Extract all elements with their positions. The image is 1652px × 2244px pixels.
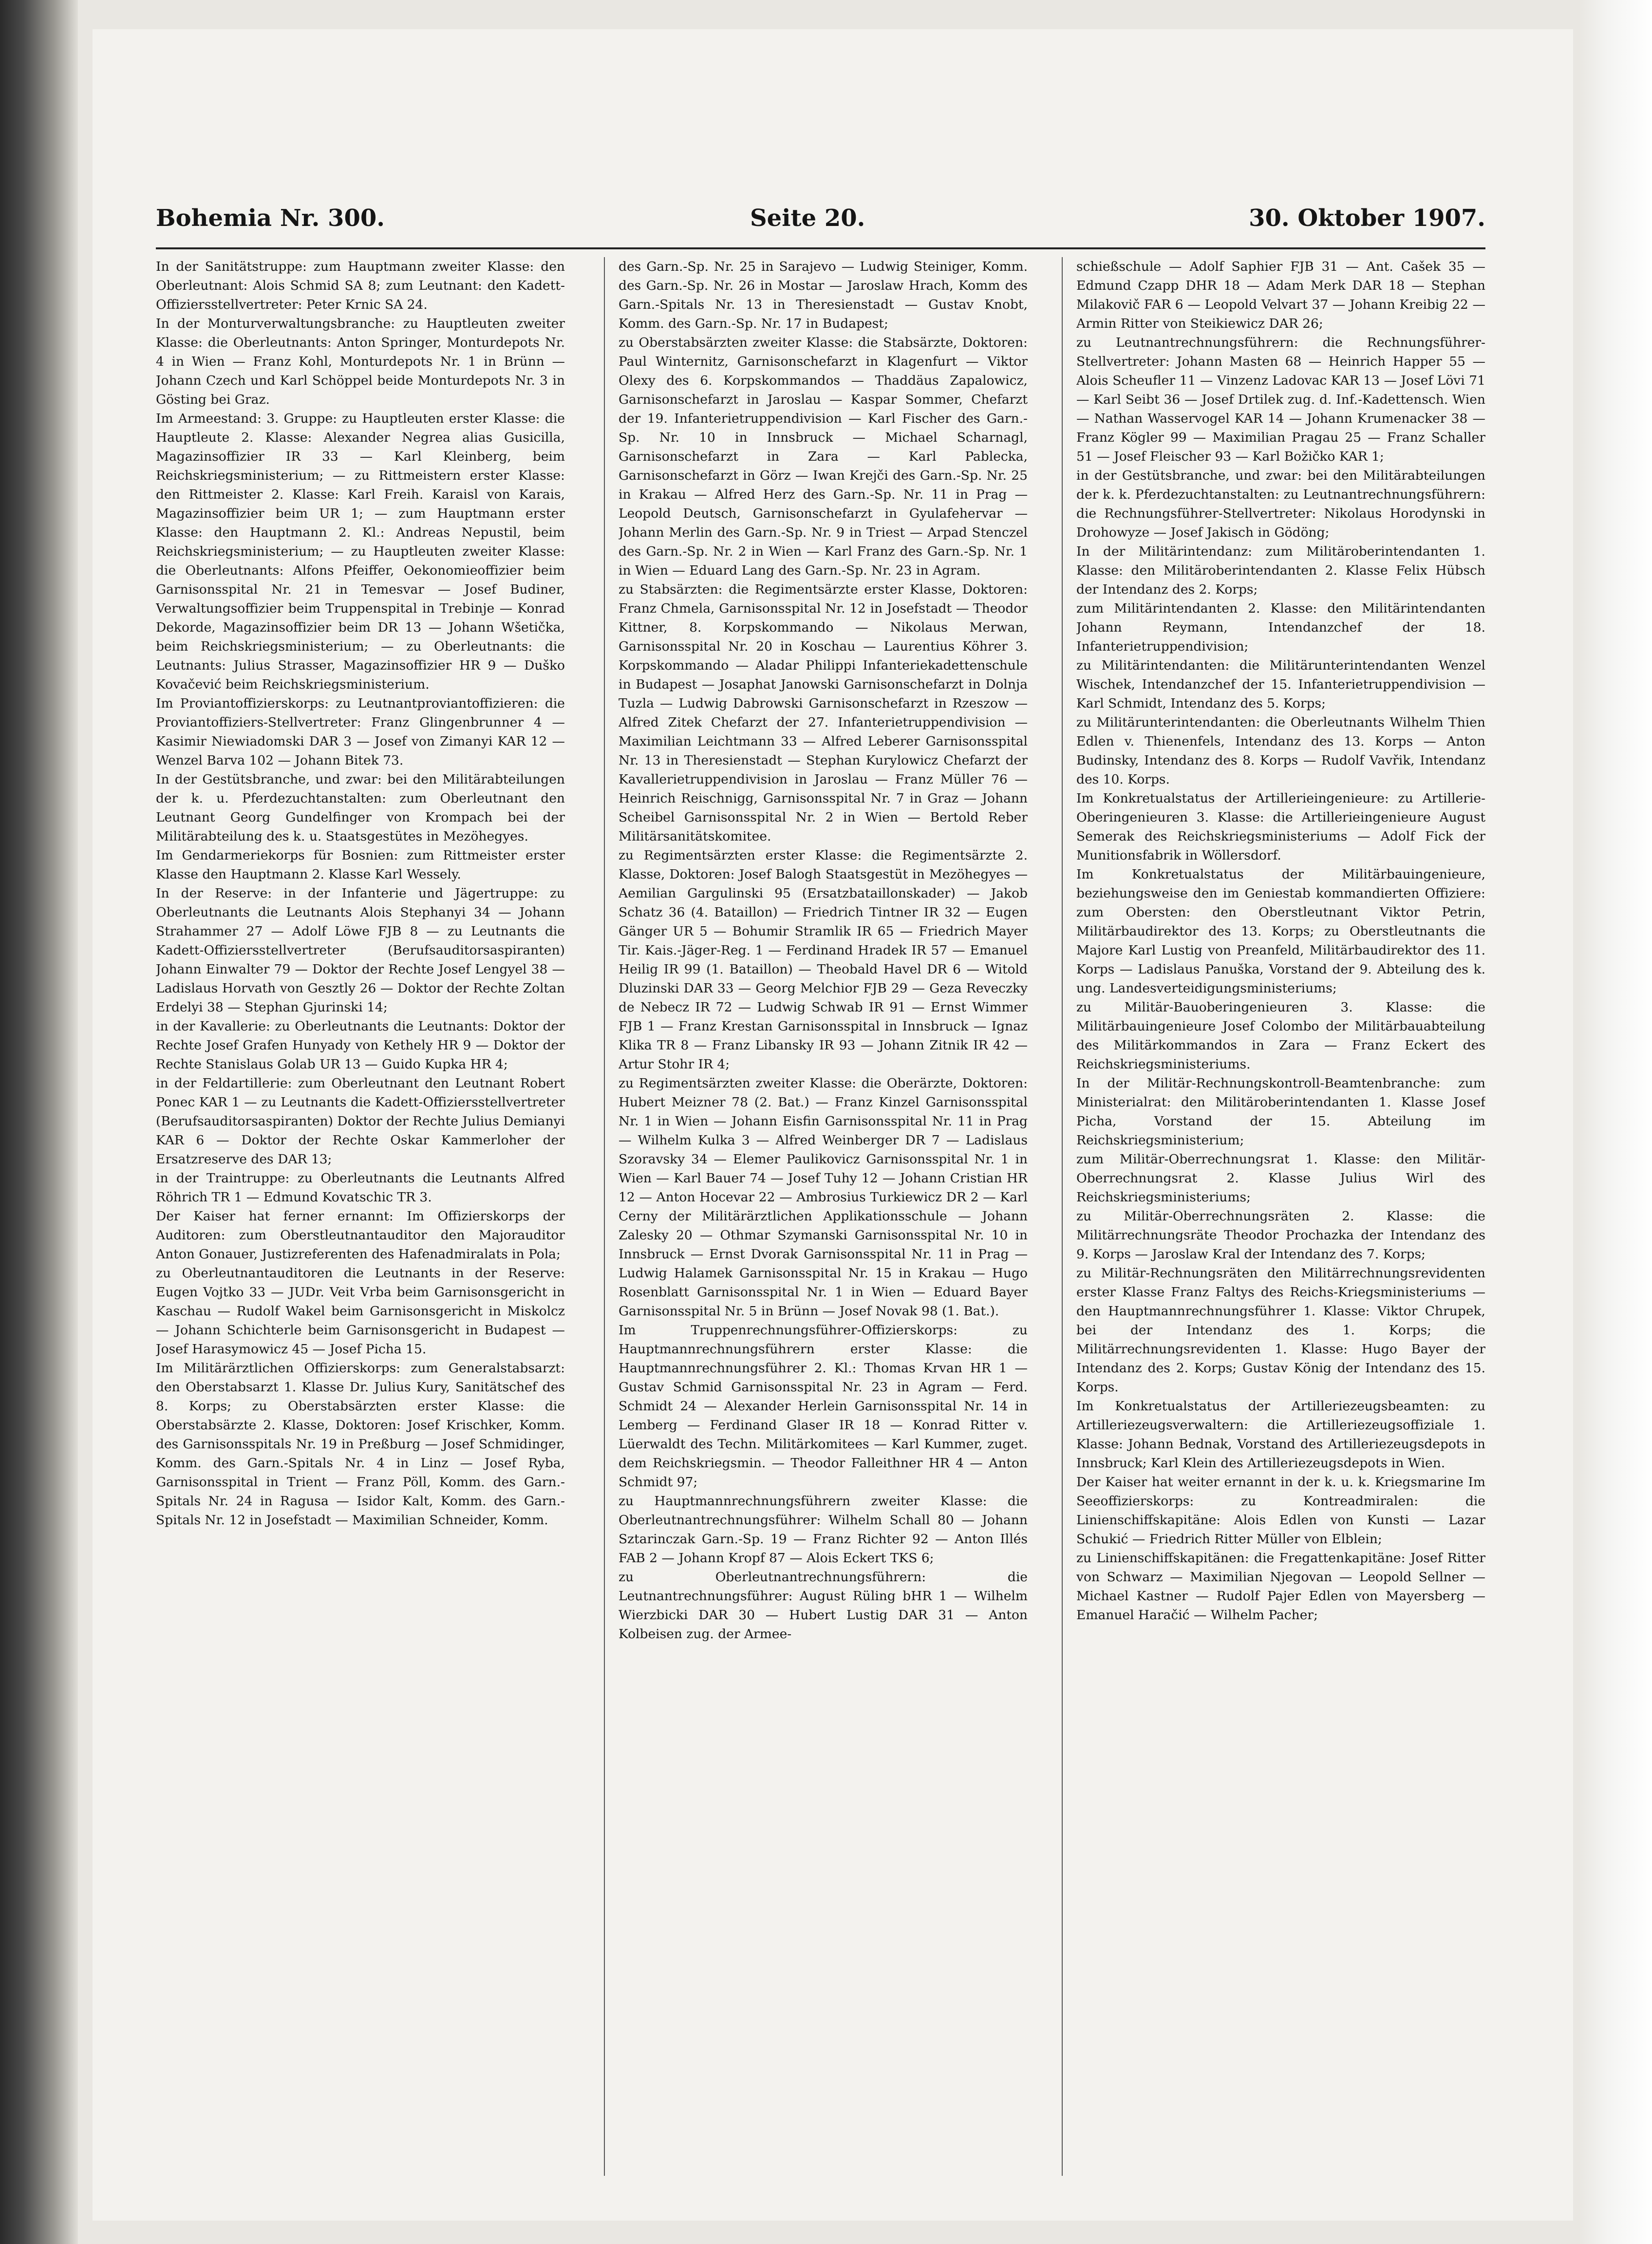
article-paragraph: Im Proviantoffizierskorps: zu Leutnantproviantoffizieren: die Proviantoffiziers-Stellvertreter: Franz Glingenbrunner 4 — Kasimir Niewiadomski DAR 3 — Josef von Zimanyi KAR 12 — Wenzel Barva 102 — Johann Bitek 73. <box>156 696 565 768</box>
article-paragraph: zu Militär-Oberrechnungsräten 2. Klasse: die Militärrechnungsräte Theodor Prochazka der Intendanz des 9. Korps — Jaroslaw Kral der Intendanz des 7. Korps; <box>1076 1209 1485 1262</box>
article-paragraph: Der Kaiser hat ferner ernannt: Im Offizierskorps der Auditoren: zum Oberstleutnantauditor den Majorauditor Anton Gonauer, Justizreferenten des Hafenadmiralats in Pola; <box>156 1209 565 1262</box>
article-paragraph: zu Militärunterintendanten: die Oberleutnants Wilhelm Thien Edlen v. Thienenfels, Intendanz des 13. Korps — Anton Budinsky, Intendanz des 8. Korps — Rudolf Vavřik, Intendanz des 10. Korps. <box>1076 715 1485 787</box>
article-paragraph: zu Oberstabsärzten zweiter Klasse: die Stabsärzte, Doktoren: Paul Winternitz, Garnisonschefarzt in Klagenfurt — Viktor Olexy des 6. Korpskommandos — Thaddäus Zapalowicz, Garnisonschefarzt in Jaroslau — Kaspar Sommer, Chefarzt der 19. Infanterietruppendivision — Karl Fischer des Garn.-Sp. Nr. 10 in Innsbruck — Michael Scharnagl, Garnisonschefarzt in Zara — Karl Pablecka, Garnisonschefarzt in Görz — Iwan Krejči des Garn.-Sp. Nr. 25 in Krakau — Alfred Herz des Garn.-Sp. Nr. 11 in Prag — Leopold Deutsch, Garnisonschefarzt in Gyulafehervar — Johann Merlin des Garn.-Sp. Nr. 9 in Triest — Arpad Stenczel des Garn.-Sp. Nr. 2 in Wien — Karl Franz des Garn.-Sp. Nr. 1 in Wien — Eduard Lang des Garn.-Sp. Nr. 23 in Agram. <box>619 335 1028 578</box>
book-binding-gutter <box>0 0 78 2244</box>
text-column-1 <box>156 257 565 2176</box>
article-paragraph: in der Kavallerie: zu Oberleutnants die Leutnants: Doktor der Rechte Josef Grafen Hunyady von Kethely HR 9 — Doktor der Rechte Stanislaus Golab UR 13 — Guido Kupka HR 4; <box>156 1019 565 1072</box>
article-paragraph: zu Hauptmannrechnungsführern zweiter Klasse: die Oberleutnantrechnungsführer: Wilhelm Schall 80 — Johann Sztarinczak Garn.-Sp. 19 — Franz Richter 92 — Anton Illés FAB 2 — Johann Kropf 87 — Alois Eckert TKS 6; <box>619 1494 1028 1566</box>
article-paragraph: schießschule — Adolf Saphier FJB 31 — Ant. Cašek 35 — Edmund Czapp DHR 18 — Adam Merk DAR 18 — Stephan Milakovič FAR 6 — Leopold Velvart 37 — Johann Kreibig 22 — Armin Ritter von Steikiewicz DAR 26; <box>1076 259 1485 331</box>
article-paragraph: In der Militär-Rechnungskontroll-Beamtenbranche: zum Ministerialrat: den Militäroberintendanten 1. Klasse Josef Picha, Vorstand der 15. Abteilung im Reichskriegsministerium; <box>1076 1076 1485 1148</box>
article-paragraph: In der Sanitätstruppe: zum Hauptmann zweiter Klasse: den Oberleutnant: Alois Schmid SA 8; zum Leutnant: den Kadett-Offiziersstellvertreter: Peter Krnic SA 24. <box>156 259 565 312</box>
article-paragraph: in der Traintruppe: zu Oberleutnants die Leutnants Alfred Röhrich TR 1 — Edmund Kovatschic TR 3. <box>156 1171 565 1205</box>
text-column-2 <box>619 257 1028 2176</box>
article-paragraph: In der Gestütsbranche, und zwar: bei den Militärabteilungen der k. u. Pferdezuchtanstalten: zum Oberleutnant den Leutnant Georg Gundelfinger von Krompach bei der Militärabteilung des k. u. Staatsgestütes in Mezöhegyes. <box>156 772 565 844</box>
issue-date: 30. Oktober 1907. <box>1249 205 1485 232</box>
page-number: Seite 20. <box>750 205 865 232</box>
page-edge <box>1579 0 1652 2244</box>
article-paragraph: zu Linienschiffskapitänen: die Fregattenkapitäne: Josef Ritter von Schwarz — Maximilian Njegovan — Leopold Sellner — Michael Kastner — Rudolf Pajer Edlen von Mayersberg — Emanuel Haračić — Wilhelm Pacher; <box>1076 1551 1485 1623</box>
article-paragraph: in der Gestütsbranche, und zwar: bei den Militärabteilungen der k. k. Pferdezuchtanstalten: zu Leutnantrechnungsführern: die Rechnungsführer-Stellvertreter: Nikolaus Horodynski in Drohowyze — Josef Jakisch in Gödöng; <box>1076 468 1485 540</box>
article-paragraph: In der Monturverwaltungsbranche: zu Hauptleuten zweiter Klasse: die Oberleutnants: Anton Springer, Monturdepots Nr. 4 in Wien — Franz Kohl, Monturdepots Nr. 1 in Brünn — Johann Czech und Karl Schöppel beide Monturdepots Nr. 3 in Gösting bei Graz. <box>156 316 565 407</box>
article-paragraph: In der Militärintendanz: zum Militäroberintendanten 1. Klasse: den Militäroberintendanten 2. Klasse Felix Hübsch der Intendanz des 2. Korps; <box>1076 544 1485 597</box>
article-paragraph: zu Militärintendanten: die Militärunterintendanten Wenzel Wischek, Intendanzchef der 15. Infanterietruppendivision — Karl Schmidt, Intendanz des 5. Korps; <box>1076 658 1485 711</box>
article-paragraph: zum Militärintendanten 2. Klasse: den Militärintendanten Johann Reymann, Intendanzchef der 18. Infanterietruppendivision; <box>1076 601 1485 654</box>
article-paragraph: zu Leutnantrechnungsführern: die Rechnungsführer-Stellvertreter: Johann Masten 68 — Heinrich Happer 55 — Alois Scheufler 11 — Vinzenz Ladovac KAR 13 — Josef Lövi 71 — Karl Seibt 36 — Josef Drtilek zug. d. Inf.-Kadettensch. Wien — Nathan Wasservogel KAR 14 — Johann Krumenacker 38 — Franz Kögler 99 — Maximilian Pragau 25 — Franz Schaller 51 — Josef Fleischer 93 — Karl Božičko KAR 1; <box>1076 335 1485 464</box>
article-paragraph: zu Stabsärzten: die Regimentsärzte erster Klasse, Doktoren: Franz Chmela, Garnisonsspital Nr. 12 in Josefstadt — Theodor Kittner, 8. Korpskommando — Nikolaus Merwan, Garnisonsspital Nr. 20 in Koschau — Laurentius Köhrer 3. Korpskommando — Aladar Philippi Infanteriekadettenschule in Budapest — Josaphat Janowski Garnisonschefarzt in Dolnja Tuzla — Ludwig Dabrowski Garnisonschefarzt in Rzeszow — Alfred Zitek Chefarzt der 27. Infanterietruppendivision — Maximilian Leichtmann 33 — Alfred Leberer Garnisonsspital Nr. 13 in Theresienstadt — Stephan Kurylowicz Chefarzt der Kavallerietruppendivision in Jaroslau — Franz Müller 76 — Heinrich Reischnigg, Garnisonsspital Nr. 7 in Graz — Johann Scheibel Garnisonsspital Nr. 2 in Wien — Bertold Reber Militärsanitätskomitee. <box>619 582 1028 844</box>
header-rule <box>156 247 1485 249</box>
page-header <box>156 205 1485 243</box>
column-divider <box>1062 257 1063 2176</box>
article-paragraph: Im Gendarmeriekorps für Bosnien: zum Rittmeister erster Klasse den Hauptmann 2. Klasse Karl Wessely. <box>156 848 565 882</box>
article-paragraph: zum Militär-Oberrechnungsrat 1. Klasse: den Militär-Oberrechnungsrat 2. Klasse Julius Wirl des Reichskriegsministeriums; <box>1076 1152 1485 1205</box>
article-paragraph: Im Konkretualstatus der Artilleriezeugsbeamten: zu Artilleriezeugsverwaltern: die Artilleriezeugsoffiziale 1. Klasse: Johann Bednak, Vorstand des Artilleriezeugsdepots in Innsbruck; Karl Klein des Artilleriezeugsdepots in Wien. <box>1076 1399 1485 1471</box>
article-paragraph: Im Militärärztlichen Offizierskorps: zum Generalstabsarzt: den Oberstabsarzt 1. Klasse Dr. Julius Kury, Sanitätschef des 8. Korps; zu Oberstabsärzten erster Klasse: die Oberstabsärzte 2. Klasse, Doktoren: Josef Krischker, Komm. des Garnisonsspitals Nr. 19 in Preßburg — Josef Schmidinger, Komm. des Garn.-Spitals Nr. 4 in Linz — Josef Ryba, Garnisonsspital in Trient — Franz Pöll, Komm. des Garn.-Spitals Nr. 24 in Ragusa — Isidor Kalt, Komm. des Garn.-Spitals Nr. 12 in Josefstadt — Maximilian Schneider, Komm. <box>156 1361 565 1528</box>
article-paragraph: zu Militär-Rechnungsräten den Militärrechnungsrevidenten erster Klasse Franz Faltys des Reichs-Kriegsministeriums — den Hauptmannrechnungsführer 1. Klasse: Viktor Chrupek, bei der Intendanz des 1. Korps; die Militärrechnungsrevidenten 1. Klasse: Hugo Bayer der Intendanz des 2. Korps; Gustav König der Intendanz des 15. Korps. <box>1076 1266 1485 1395</box>
article-paragraph: des Garn.-Sp. Nr. 25 in Sarajevo — Ludwig Steiniger, Komm. des Garn.-Sp. Nr. 26 in Mostar — Jaroslaw Hrach, Komm des Garn.-Spitals Nr. 13 in Theresienstadt — Gustav Knobt, Komm. des Garn.-Sp. Nr. 17 in Budapest; <box>619 259 1028 331</box>
article-paragraph: zu Oberleutnantauditoren die Leutnants in der Reserve: Eugen Vojtko 33 — JUDr. Veit Vrba beim Garnisonsgericht in Kaschau — Rudolf Wakel beim Garnisonsgericht in Miskolcz — Johann Schichterle beim Garnisonsgericht in Budapest — Josef Harasymowicz 45 — Josef Picha 15. <box>156 1266 565 1357</box>
article-paragraph: in der Feldartillerie: zum Oberleutnant den Leutnant Robert Ponec KAR 1 — zu Leutnants die Kadett-Offiziersstellvertreter (Berufsauditorsaspiranten) Doktor der Rechte Julius Demianyi KAR 6 — Doktor der Rechte Oskar Kammerloher der Ersatzreserve des DAR 13; <box>156 1076 565 1167</box>
article-paragraph: Im Konkretualstatus der Artillerieingenieure: zu Artillerie-Oberingenieuren 3. Klasse: die Artillerieingenieure August Semerak des Reichskriegsministeriums — Adolf Fick der Munitionsfabrik in Wöllersdorf. <box>1076 791 1485 863</box>
article-paragraph: zu Oberleutnantrechnungsführern: die Leutnantrechnungsführer: August Rüling bHR 1 — Wilhelm Wierzbicki DAR 30 — Hubert Lustig DAR 31 — Anton Kolbeisen zug. der Armee- <box>619 1570 1028 1642</box>
article-paragraph: Der Kaiser hat weiter ernannt in der k. u. k. Kriegsmarine Im Seeoffizierskorps: zu Kontreadmiralen: die Linienschiffskapitäne: Alois Edlen von Kunsti — Lazar Schukić — Friedrich Ritter Müller von Elblein; <box>1076 1475 1485 1547</box>
article-paragraph: zu Militär-Bauoberingenieuren 3. Klasse: die Militärbauingenieure Josef Colombo der Militärbauabteilung des Militärkommandos in Zara — Franz Eckert des Reichskriegsministeriums. <box>1076 1000 1485 1072</box>
text-column-3 <box>1076 257 1485 2176</box>
article-paragraph: zu Regimentsärzten zweiter Klasse: die Oberärzte, Doktoren: Hubert Meizner 78 (2. Bat.) — Franz Kinzel Garnisonsspital Nr. 1 in Wien — Johann Eisfin Garnisonsspital Nr. 11 in Prag — Wilhelm Kulka 3 — Alfred Weinberger DR 7 — Ladislaus Szoravsky 34 — Elemer Paulikovicz Garnisonsspital Nr. 1 in Wien — Karl Bauer 74 — Josef Tuhy 12 — Johann Cristian HR 12 — Anton Hocevar 22 — Ambrosius Turkiewicz DR 2 — Karl Cerny der Militärärztlichen Applikationsschule — Johann Zalesky 20 — Othmar Szymanski Garnisonsspital Nr. 10 in Innsbruck — Ernst Dvorak Garnisonsspital Nr. 11 in Prag — Ludwig Halamek Garnisonsspital Nr. 15 in Krakau — Hugo Rosenblatt Garnisonsspital Nr. 1 in Wien — Eduard Bayer Garnisonsspital Nr. 5 in Brünn — Josef Novak 98 (1. Bat.). <box>619 1076 1028 1319</box>
article-paragraph: zu Regimentsärzten erster Klasse: die Regimentsärzte 2. Klasse, Doktoren: Josef Balogh Staatsgestüt in Mezöhegyes — Aemilian Gargulinski 95 (Ersatzbataillonskader) — Jakob Schatz 36 (4. Bataillon) — Friedrich Tintner IR 32 — Eugen Gänger UR 5 — Bohumir Stramlik IR 65 — Friedrich Mayer Tir. Kais.-Jäger-Reg. 1 — Ferdinand Hradek IR 57 — Emanuel Heilig IR 99 (1. Bataillon) — Theobald Havel DR 6 — Witold Dluzinski DAR 33 — Georg Melchior FJB 29 — Geza Reveczky de Nebecz IR 72 — Ludwig Schwab IR 91 — Ernst Wimmer FJB 1 — Franz Krestan Garnisonsspital in Innsbruck — Ignaz Klika TR 8 — Franz Libansky IR 93 — Johann Zitnik IR 42 — Artur Stohr IR 4; <box>619 848 1028 1072</box>
column-divider <box>604 257 605 2176</box>
article-paragraph: Im Truppenrechnungsführer-Offizierskorps: zu Hauptmannrechnungsführern erster Klasse: die Hauptmannrechnungsführer 2. Kl.: Thomas Krvan HR 1 — Gustav Schmid Garnisonsspital Nr. 23 in Agram — Ferd. Schmidt 24 — Alexander Herlein Garnisonsspital Nr. 14 in Lemberg — Ferdinand Glaser IR 18 — Konrad Ritter v. Lüerwaldt des Techn. Militärkomitees — Karl Kummer, zuget. dem Reichskriegsmin. — Theodor Falleithner HR 4 — Anton Schmidt 97; <box>619 1323 1028 1490</box>
article-paragraph: Im Armeestand: 3. Gruppe: zu Hauptleuten erster Klasse: die Hauptleute 2. Klasse: Alexander Negrea alias Gusicilla, Magazinsoffizier IR 33 — Karl Kleinberg, beim Reichskriegsministerium; — zu Rittmeistern erster Klasse: den Rittmeister 2. Klasse: Karl Freih. Karaisl von Karais, Magazinsoffizier beim UR 1; — zum Hauptmann erster Klasse: den Hauptmann 2. Kl.: Andreas Nepustil, beim Reichskriegsministerium; — zu Hauptleuten zweiter Klasse: die Oberleutnants: Alfons Pfeiffer, Oekonomieoffizier beim Garnisonsspital Nr. 21 in Temesvar — Josef Budiner, Verwaltungsoffizier beim Truppenspital in Trebinje — Konrad Dekorde, Magazinsoffizier beim DR 13 — Johann Wšetička, beim Reichskriegsministerium; — zu Oberleutnants: die Leutnants: Julius Strasser, Magazinsoffizier HR 9 — Duško Kovačević beim Reichskriegsministerium. <box>156 411 565 692</box>
publication-title: Bohemia Nr. 300. <box>156 205 385 232</box>
article-paragraph: In der Reserve: in der Infanterie und Jägertruppe: zu Oberleutnants die Leutnants Alois Stephanyi 34 — Johann Strahammer 27 — Adolf Löwe FJB 8 — zu Leutnants die Kadett-Offiziersstellvertreter (Berufsauditorsaspiranten) Johann Einwalter 79 — Doktor der Rechte Josef Lengyel 38 — Ladislaus Horvath von Gesztly 26 — Doktor der Rechte Zoltan Erdelyi 38 — Stephan Gjurinski 14; <box>156 886 565 1015</box>
article-paragraph: Im Konkretualstatus der Militärbauingenieure, beziehungsweise den im Geniestab kommandierten Offiziere: zum Obersten: den Oberstleutnant Viktor Petrin, Militärbaudirektor des 13. Korps; zu Oberstleutnants die Majore Karl Lustig von Preanfeld, Militärbaudirektor des 11. Korps — Ladislaus Panuška, Vorstand der 9. Abteilung des k. ung. Landesverteidigungsministeriums; <box>1076 867 1485 996</box>
